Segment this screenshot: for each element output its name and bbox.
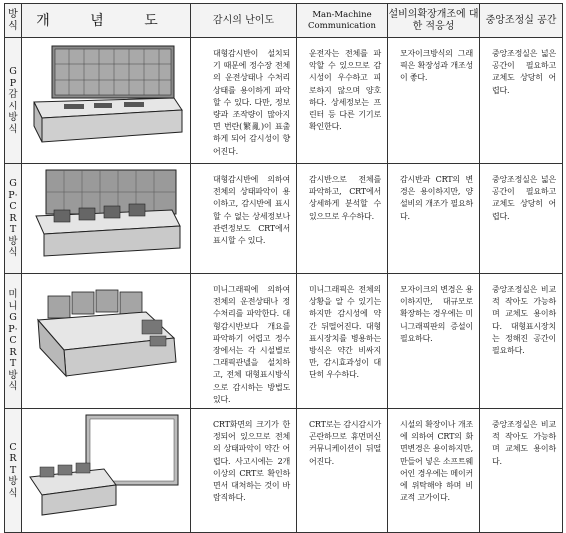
mmc-text: 미니그래픽은 전체의 상황을 알 수 있기는 하지만 감시성에 약간 뒤떨어진다. 대형표시장치를 병용하는 방식은 약간 비싸지만, 감시효과성이 대단히 우수하다. [297,274,388,409]
mmc-text: 감시반으로 전체를 파악하고, CRT에서 상세하게 분석할 수 있으므로 우수하다. [297,164,388,274]
graphic-panel-console-diagram [24,40,188,148]
mmc-text: 운전자는 전체를 파악할 수 있으므로 감시성이 우수하고 피로하지 않으며 양호하다. 상세정보는 프린터 등 다른 기기로 확인한다. [297,38,388,164]
difficulty-text: CRT화면의 크기가 한정되어 있으므로 전체의 상태파악이 약간 어렵다. 사고시에는 2개 이상의 CRT로 확인하면서 대처하는 것이 바람직하다. [191,409,297,533]
space-text: 중앙조정실은 비교적 작아도 가능하며 교체도 용이하다. 대형표시장치는 정해진 공간이 필요하다. [480,274,563,409]
expandability-text: 감시반과 CRT의 변경은 용이하지만, 양 설비의 개조가 필요하다. [388,164,480,274]
difficulty-text: 대형감시반에 의하여 전체의 상태파악이 용이하고, 감시반에 표시할 수 없는 상세정보나 관련정보도 CRT에서 표시할 수 있다. [191,164,297,274]
method-cell [5,38,22,164]
table-row [5,38,563,164]
table-row [5,274,563,409]
mini-graphic-panel-crt-diagram [24,276,188,379]
space-text: 중앙조정실은 넓은 공간이 필요하고 교체도 상당히 어렵다. [480,38,563,164]
header-row [5,4,563,38]
method-cell [5,274,22,409]
table-row [5,409,563,533]
graphic-panel-crt-diagram [24,166,188,258]
expandability-text: 모자이크의 변경은 용이하지만, 대규모로 확장하는 경우에는 미니그래픽판의 증설이 필요하다. [388,274,480,409]
comparison-table [4,3,563,533]
method-cell [5,164,22,274]
difficulty-text: 대형감시반이 설치되기 때문에 정수장 전체의 운전상태나 수처리상태를 용이하게 파악할 수 있다. 다만, 정보량과 조작량이 많아지면 번란(繁亂)이 표출하게 되어 감시성이 향어진다. [191,38,297,164]
space-text: 중앙조정실은 넓은 공간이 필요하고 교체도 상당히 어렵다. [480,164,563,274]
mmc-text: CRT로는 감시감시가 곤란하므로 휴먼머신커뮤니케이션이 뒤떨어진다. [297,409,388,533]
header-method: 방식 [5,4,22,38]
table-row [5,164,563,274]
method-label: CRT방식 [8,441,18,499]
difficulty-text: 미니그래픽에 의하여 전체의 운전상태나 정수처리를 파악한다. 대형감시반보다 개요를 파악하기 어렵고 정수장에서는 각 시설별로 그래픽관넬을 설치하고, 전체 대형표시방식으로 감시하는 방법도 있다. [191,274,297,409]
concept-diagram-cell [22,409,191,533]
method-label: GP감시방식 [8,66,18,135]
header-concept: 개 념 도 [22,4,191,38]
header-difficulty: 감시의 난이도 [191,4,297,38]
expandability-text: 모자이크방식의 그래픽은 확장성과 개조성이 좋다. [388,38,480,164]
concept-diagram-cell [22,274,191,409]
crt-console-diagram [24,411,188,517]
header-mmc: Man-Machine Communication [297,4,388,38]
concept-diagram-cell [22,38,191,164]
method-cell [5,409,22,533]
expandability-text: 시설의 확장이나 개조에 의하여 CRT의 화면변경은 용이하지만, 만들어 넣은 소프트웨어인 경우에는 메이커에 위탁해야 하며 비교적 고가이다. [388,409,480,533]
concept-diagram-cell [22,164,191,274]
header-expandability: 설비의확장개조에 대한 적응성 [388,4,480,38]
method-label: 미니GP·CRT방식 [8,289,18,393]
header-space: 중앙조정실 공간 [480,4,563,38]
space-text: 중앙조정실은 비교적 작아도 가능하며 교체도 용이하다. [480,409,563,533]
method-label: GP·CRT방식 [8,178,18,259]
